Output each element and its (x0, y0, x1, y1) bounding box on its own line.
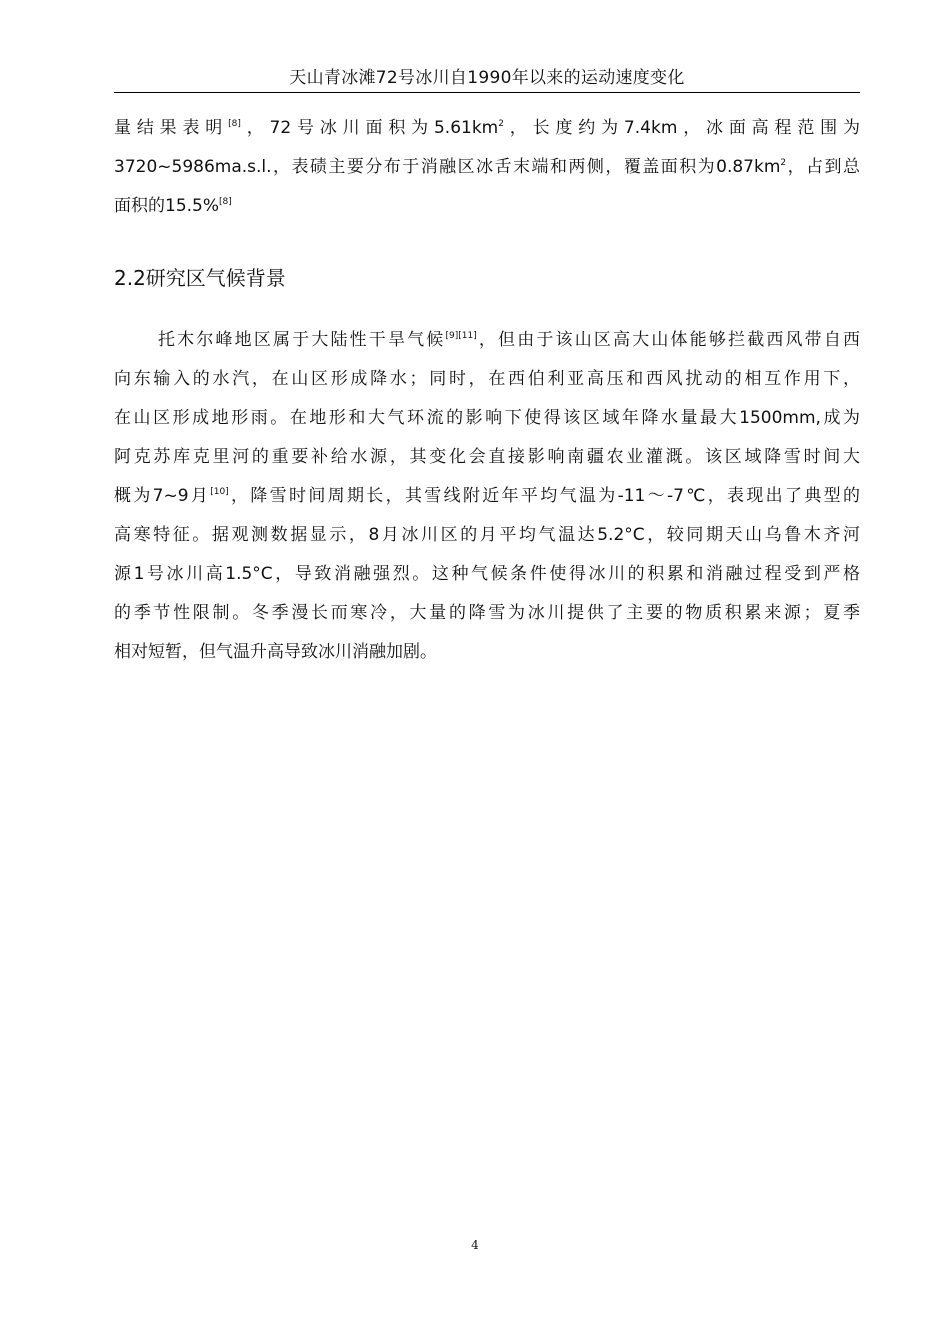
page-number: 4 (471, 1238, 479, 1252)
climate-line-2: 向东输入的水汽，在山区形成降水；同时，在西伯利亚高压和西风扰动的相互作用下， (114, 369, 860, 389)
superscript: 2 (498, 119, 504, 129)
climate-line-9: 相对短暂，但气温升高导致冰川消融加剧。 (114, 642, 437, 662)
superscript: 2 (780, 158, 787, 168)
intro-line-1: 量结果表明[8]，72号冰川面积为$5.61km^2$，长度约为7.4km，冰面高程范围为 (114, 118, 860, 138)
climate-line-8: 的季节性限制。冬季漫长而寒冷，大量的降雪为冰川提供了主要的物质积累来源；夏季 (114, 603, 860, 623)
citation-ref: [10] (210, 487, 229, 497)
climate-line-4: 阿克苏库克里河的重要补给水源，其变化会直接影响南疆农业灌溉。该区域降雪时间大 (114, 447, 860, 467)
citation-ref: [8] (219, 197, 232, 207)
intro-line-2: 3720~5986ma.s.l.，表碛主要分布于消融区冰舌末端和两侧，覆盖面积为$0.87km^2$，占到总 (114, 157, 861, 177)
header-rule (114, 92, 860, 93)
citation-ref: [9][11] (445, 331, 477, 341)
intro-line-3: 面积的15.5%[8] (114, 196, 232, 216)
section-heading: 2.2研究区气候背景 (114, 266, 286, 290)
citation-ref: [8] (228, 119, 241, 129)
climate-line-6: 高寒特征。据观测数据显示，8月冰川区的月平均气温达5.2°C，较同期天山乌鲁木齐河 (114, 525, 860, 545)
climate-line-1: 托木尔峰地区属于大陆性干旱气候[9][11]，但由于该山区高大山体能够拦截西风带自西 (158, 330, 861, 350)
climate-line-5: 概为7~9月[10]，降雪时间周期长，其雪线附近年平均气温为-11～-7℃，表现出了典型的 (114, 486, 860, 506)
climate-line-7: 源1号冰川高1.5°C，导致消融强烈。这种气候条件使得冰川的积累和消融过程受到严格 (114, 564, 860, 584)
climate-line-3: 在山区形成地形雨。在地形和大气环流的影响下使得该区域年降水量最大1500mm,成为 (114, 408, 860, 428)
running-header: 天山青冰滩72号冰川自1990年以来的运动速度变化 (289, 68, 685, 88)
